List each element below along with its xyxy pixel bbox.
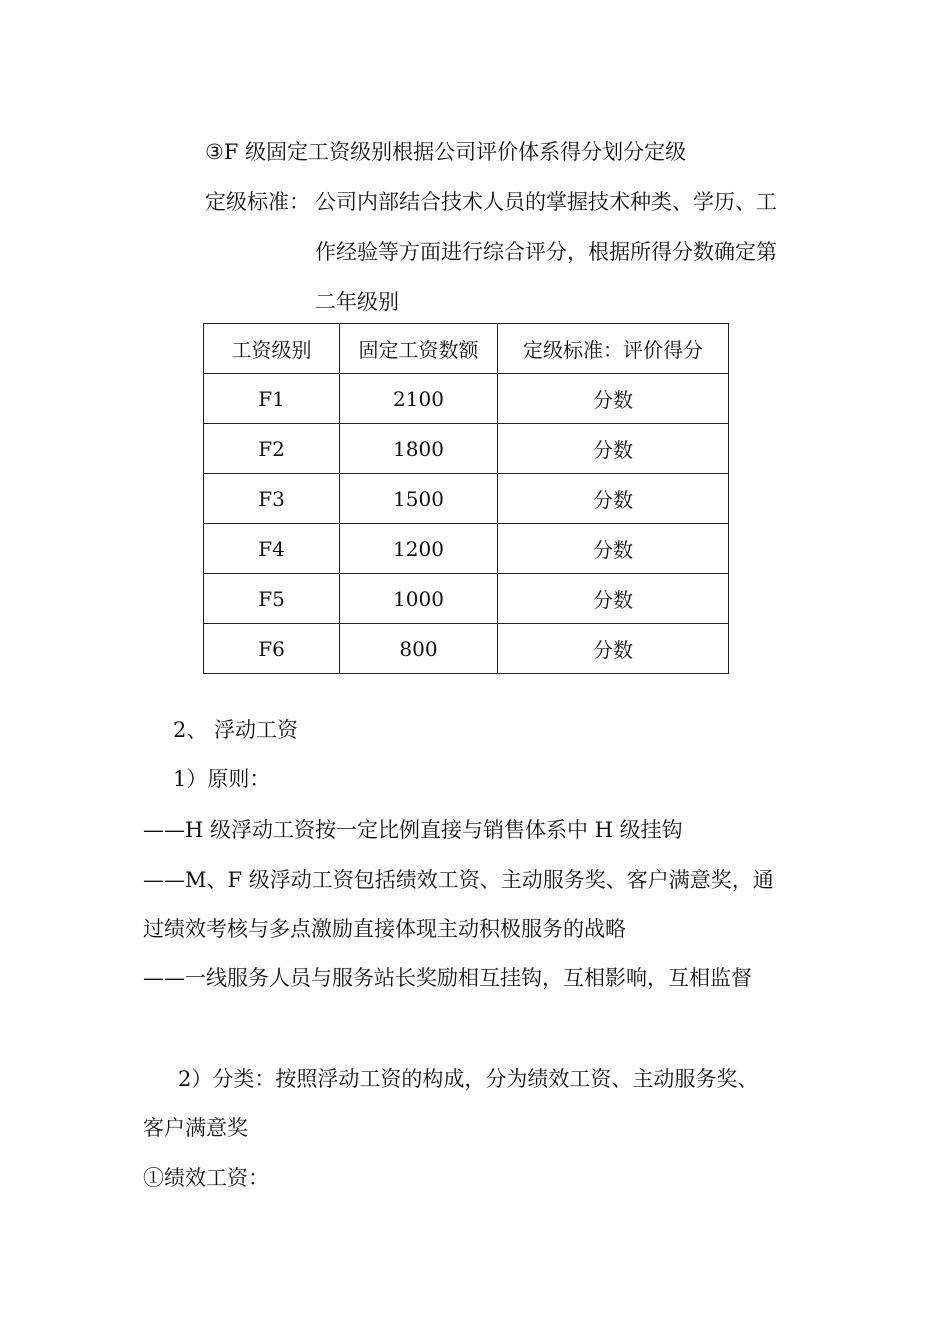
score-cell: 分数 [498, 624, 729, 674]
score-cell: 分数 [498, 374, 729, 424]
standard-text-line3: 二年级别 [315, 290, 399, 314]
header-cell: 工资级别 [204, 324, 340, 374]
table-row [204, 624, 729, 674]
principle-item-continued: 过绩效考核与多点激励直接体现主动积极服务的战略 [143, 917, 626, 941]
table-row [204, 574, 729, 624]
grade-cell: F5 [204, 574, 340, 624]
score-cell: 分数 [498, 574, 729, 624]
amount-cell: 1800 [340, 424, 498, 474]
standard-text-line2: 作经验等方面进行综合评分，根据所得分数确定第 [315, 240, 777, 264]
floating-salary-heading: 2、 浮动工资 [173, 718, 299, 742]
grade-cell: F1 [204, 374, 340, 424]
table-row [204, 424, 729, 474]
table-row [204, 474, 729, 524]
score-cell: 分数 [498, 474, 729, 524]
table-row [204, 374, 729, 424]
classification-text: 2）分类：按照浮动工资的构成，分为绩效工资、主动服务奖、 [178, 1067, 759, 1091]
performance-salary-label: ①绩效工资： [143, 1166, 269, 1190]
score-cell: 分数 [498, 424, 729, 474]
principle-item: ——H 级浮动工资按一定比例直接与销售体系中 H 级挂钩 [143, 818, 683, 842]
fixed-salary-table [203, 323, 729, 674]
standard-text-line1: 公司内部结合技术人员的掌握技术种类、学历、工 [315, 190, 777, 214]
table-header-row [204, 324, 729, 374]
grade-cell: F3 [204, 474, 340, 524]
principle-item: ——一线服务人员与服务站长奖励相互挂钩，互相影响，互相监督 [143, 966, 752, 990]
principle-label: 1）原则： [173, 767, 271, 791]
grade-cell: F6 [204, 624, 340, 674]
principle-item: ——M、F 级浮动工资包括绩效工资、主动服务奖、客户满意奖，通 [143, 868, 774, 892]
amount-cell: 1000 [340, 574, 498, 624]
amount-cell: 800 [340, 624, 498, 674]
amount-cell: 2100 [340, 374, 498, 424]
standard-label: 定级标准： [205, 190, 310, 214]
grade-cell: F2 [204, 424, 340, 474]
section-f-heading: ③F 级固定工资级别根据公司评价体系得分划分定级 [205, 140, 687, 164]
amount-cell: 1500 [340, 474, 498, 524]
table-row [204, 524, 729, 574]
header-cell: 固定工资数额 [340, 324, 498, 374]
header-cell: 定级标准：评价得分 [498, 324, 729, 374]
score-cell: 分数 [498, 524, 729, 574]
amount-cell: 1200 [340, 524, 498, 574]
classification-text-continued: 客户满意奖 [143, 1116, 248, 1140]
grade-cell: F4 [204, 524, 340, 574]
